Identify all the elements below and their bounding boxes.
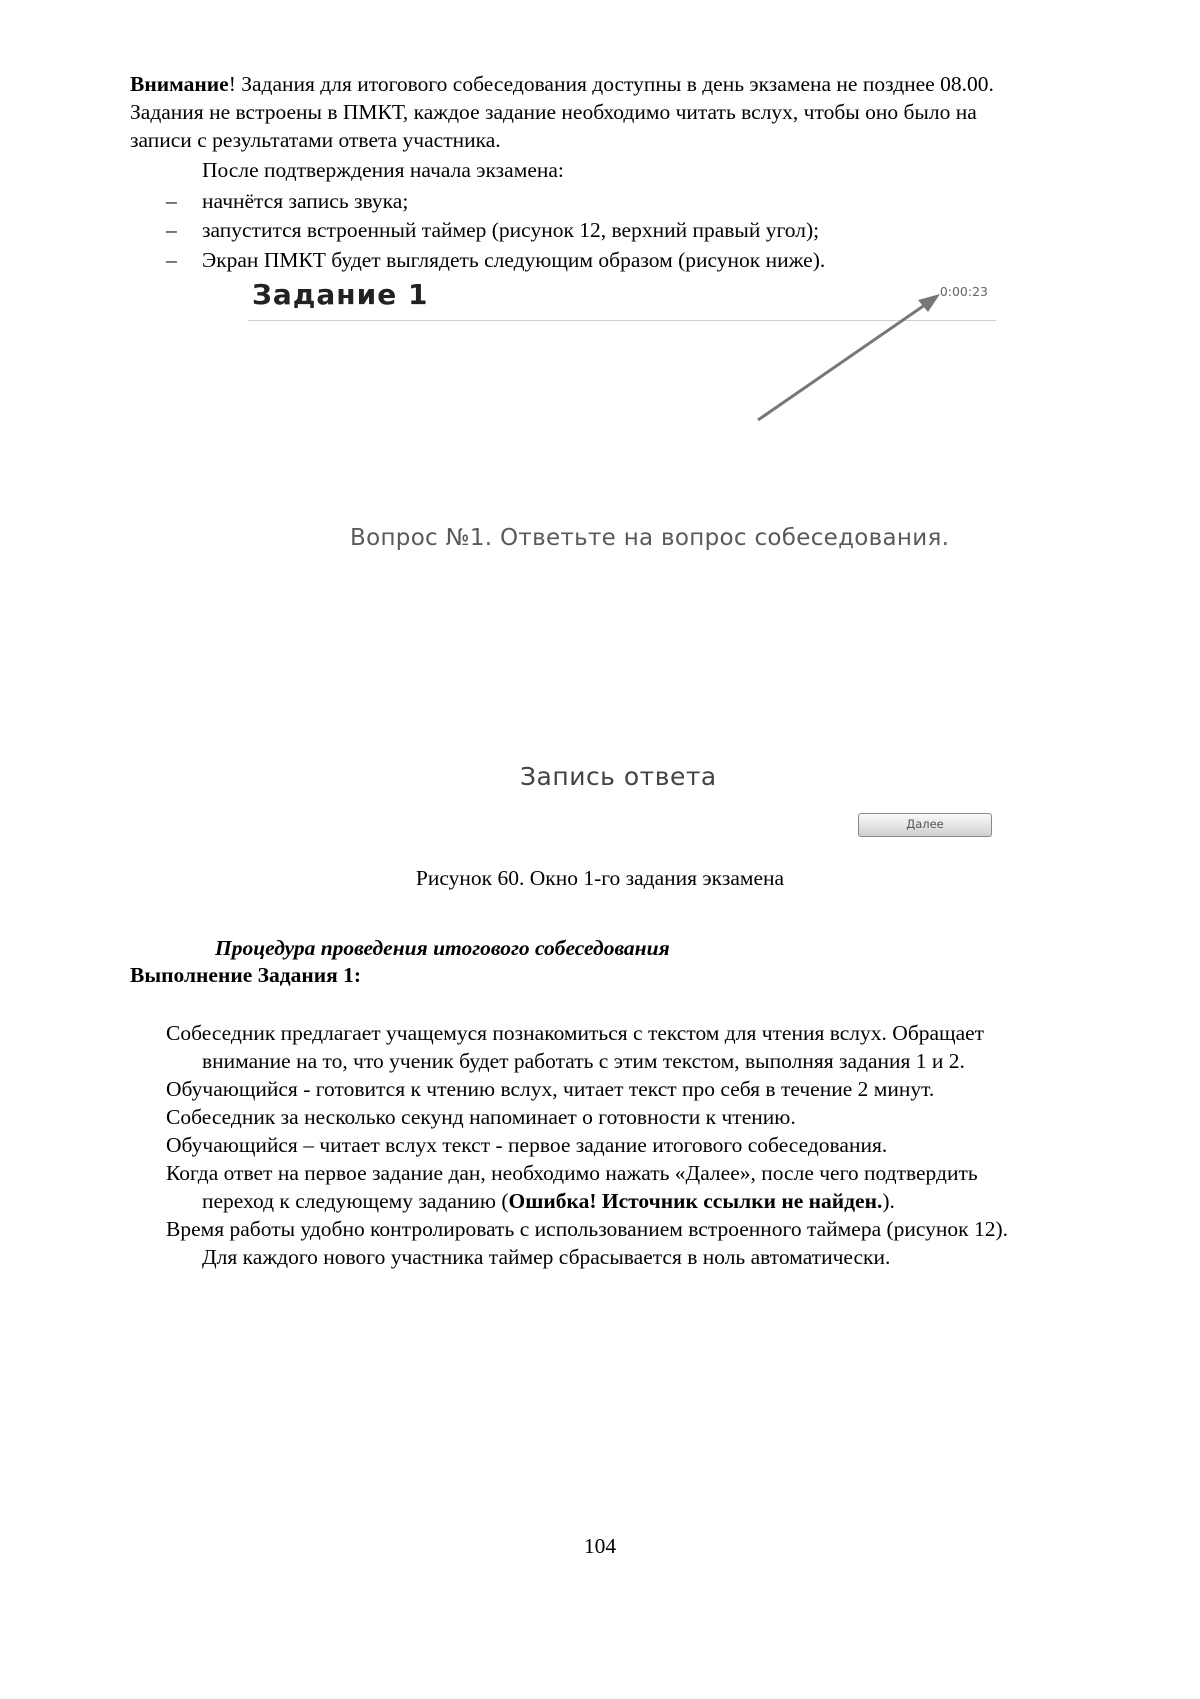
bullet-item: начнётся запись звука; [202,189,409,213]
broken-reference: Ошибка! Источник ссылки не найден. [508,1189,883,1213]
paragraph-text: ). [882,1189,895,1213]
bullet-item: запустится встроенный таймер (рисунок 12, верхний правый угол); [202,218,820,242]
intro-line-2: Задания не встроены в ПМКТ, каждое задание необходимо читать вслух, чтобы оно было на [130,100,977,124]
bullet-dash: – [166,189,177,213]
paragraph-line: Время работы удобно контролировать с использованием встроенного таймера (рисунок 12). [166,1217,1009,1241]
question-text: Вопрос №1. Ответьте на вопрос собеседования. [350,525,950,551]
figure-caption: Рисунок 60. Окно 1-го задания экзамена [415,866,785,890]
paragraph-line: Для каждого нового участника таймер сбрасывается в ноль автоматически. [202,1245,891,1269]
bullet-dash: – [166,248,177,272]
bullet-item: Экран ПМКТ будет выглядеть следующим образом (рисунок ниже). [202,248,826,272]
next-button[interactable]: Далее [858,813,992,837]
intro-line-3: записи с результатами ответа участника. [130,128,501,152]
paragraph-line: Обучающийся - готовится к чтению вслух, читает текст про себя в течение 2 минут. [166,1077,935,1101]
exam-window-screenshot [248,270,998,840]
warning-label: Внимание [130,72,229,96]
timer-display: 0:00:23 [939,284,988,299]
paragraph-line: Обучающийся – читает вслух текст - первое задание итогового собеседования. [166,1133,888,1157]
section-heading: Процедура проведения итогового собеседования [215,936,670,960]
task-title: Задание 1 [252,278,429,311]
warning-text: ! Задания для итогового собеседования доступны в день экзамена не позднее 08.00. [228,72,994,96]
paragraph-text: переход к следующему заданию ( [202,1189,509,1213]
paragraph-line [202,1187,895,1215]
subsection-heading: Выполнение Задания 1: [130,963,362,987]
bullet-dash: – [166,218,177,242]
paragraph-line: Когда ответ на первое задание дан, необходимо нажать «Далее», после чего подтвердить [166,1161,978,1185]
page-number: 104 [583,1534,617,1558]
arrow-pointer-icon [248,270,998,840]
paragraph-line: Собеседник за несколько секунд напоминает о готовности к чтению. [166,1105,796,1129]
intro-line-4: После подтверждения начала экзамена: [202,158,564,182]
intro-line-1 [130,70,994,98]
paragraph-line: внимание на то, что ученик будет работать с этим текстом, выполняя задания 1 и 2. [202,1049,965,1073]
record-answer-label: Запись ответа [520,762,717,791]
paragraph-line: Собеседник предлагает учащемуся познакомиться с текстом для чтения вслух. Обращает [166,1021,985,1045]
